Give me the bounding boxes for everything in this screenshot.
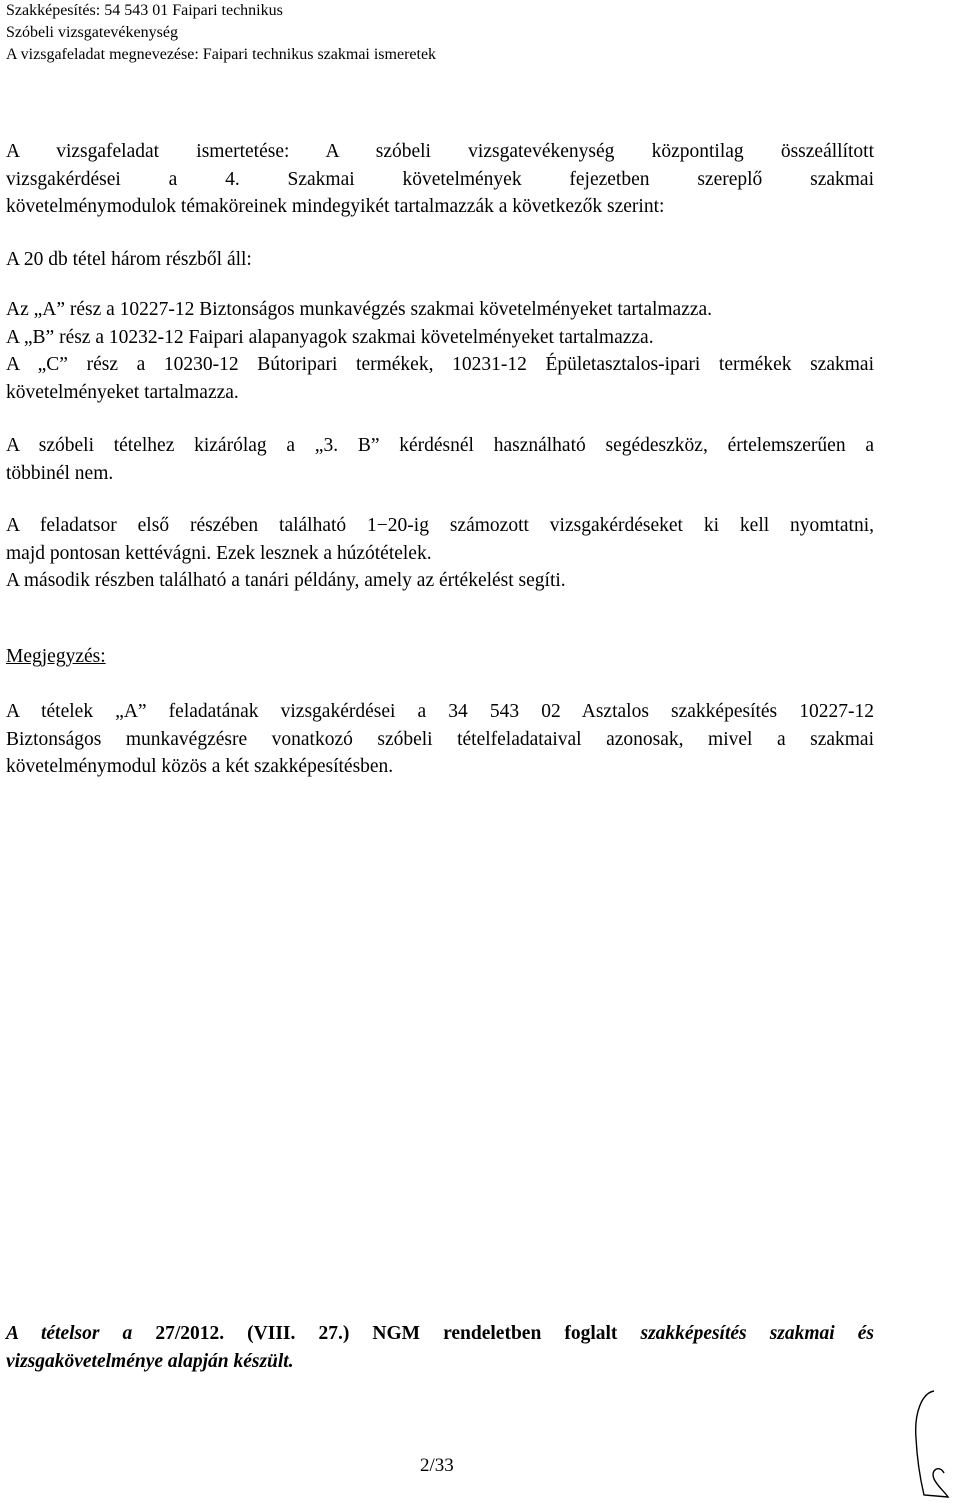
intro-line-2: vizsgakérdései a 4. Szakmai követelmények fejezetben szereplő szakmai (6, 168, 874, 190)
print-info-line-2: majd pontosan kettévágni. Ezek lesznek a húzótételek. (6, 542, 432, 564)
tools-paragraph (6, 432, 874, 487)
legal-basis-note (6, 1320, 874, 1375)
note-line-3: követelménymodul közös a két szakképesítésben. (6, 756, 394, 777)
tools-line-2: többinél nem. (6, 462, 114, 484)
print-info-line-3: A második részben található a tanári példány, amely az értékelést segíti. (6, 570, 566, 591)
print-info-line-1: A feladatsor első részében található 1−20-ig számozott vizsgakérdéseket ki kell nyomtatni, (6, 515, 874, 536)
intro-line-1: A vizsgafeladat ismertetése: A szóbeli vizsgatevékenység központilag összeállított (6, 141, 874, 162)
legal-basis-line-2 (6, 1348, 874, 1376)
legal-basis-italic-1: A tételsor a (6, 1323, 133, 1344)
page-number: 2/33 (420, 1455, 454, 1476)
intro-paragraph (6, 138, 874, 221)
items-intro: A 20 db tétel három részből áll: (6, 249, 252, 270)
parts-list (6, 296, 874, 406)
header-exam-type: Szóbeli vizsgatevékenység (6, 24, 178, 41)
print-info-paragraph (6, 512, 874, 595)
note-line-2: Biztonságos munkavégzésre vonatkozó szóbeli tételfeladataival azonosak, mivel a szakmai (6, 728, 874, 750)
note-paragraph (6, 698, 874, 781)
part-c-line-2: követelményeket tartalmazza. (6, 381, 239, 403)
signature-mark (904, 1383, 954, 1503)
tools-line-1: A szóbeli tételhez kizárólag a „3. B” kérdésnél használható segédeszköz, értelemszerűen a (6, 435, 874, 456)
document-header (6, 0, 436, 66)
legal-basis-bold: 27/2012. (VIII. 27.) NGM rendeletben foglalt (132, 1323, 641, 1344)
part-a: Az „A” rész a 10227-12 Biztonságos munkavégzés szakmai követelményeket tartalmazza. (6, 299, 713, 320)
part-b: A „B” rész a 10232-12 Faipari alapanyagok szakmai követelményeket tartalmazza. (6, 326, 654, 348)
intro-line-3: követelménymodulok témaköreinek mindegyikét tartalmazzák a következők szerint: (6, 196, 665, 217)
note-heading: Megjegyzés: (6, 646, 106, 667)
note-line-1: A tételek „A” feladatának vizsgakérdései a 34 543 02 Asztalos szakképesítés 10227-12 (6, 701, 874, 722)
legal-basis-line-1 (6, 1320, 874, 1348)
legal-basis-italic-2: szakképesítés szakmai és (640, 1323, 875, 1344)
part-c-line-1: A „C” rész a 10230-12 Bútoripari termékek, 10231-12 Épületasztalos-ipari termékek szakmai (6, 354, 874, 375)
legal-basis-italic-3: vizsgakövetelménye alapján készült. (6, 1350, 294, 1372)
header-task-name: A vizsgafeladat megnevezése: Faipari technikus szakmai ismeretek (6, 46, 437, 63)
header-qualification: Szakképesítés: 54 543 01 Faipari technikus (6, 2, 283, 19)
